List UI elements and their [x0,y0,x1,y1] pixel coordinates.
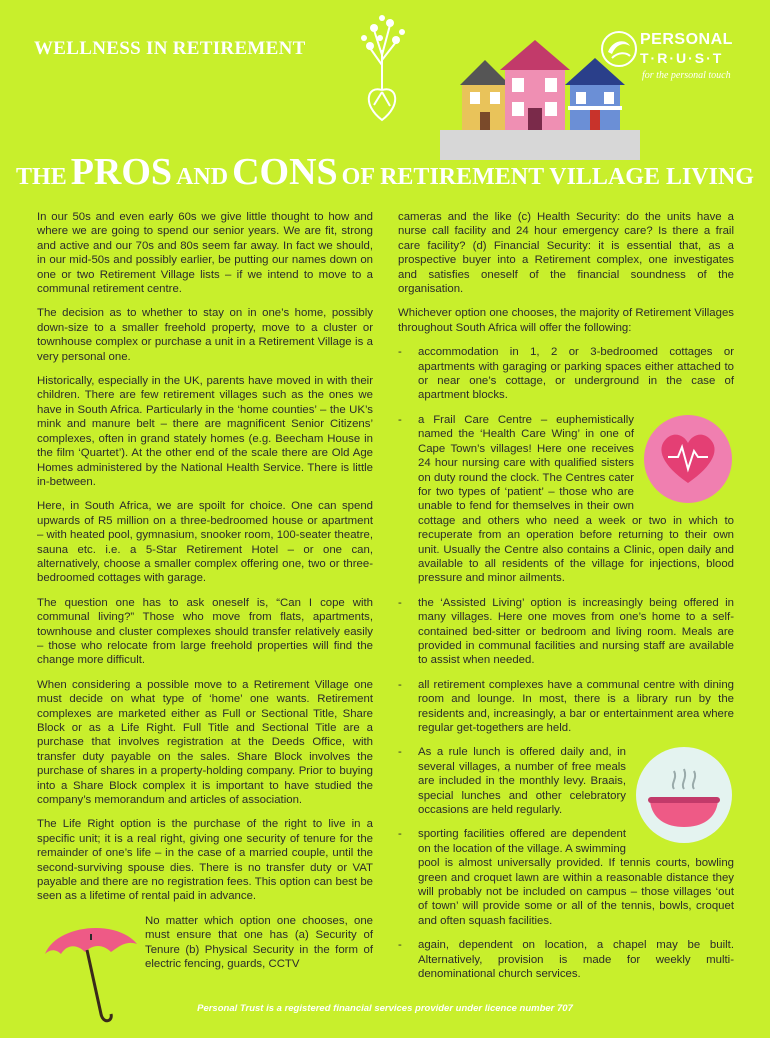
left-paragraph-5: The question one has to ask oneself is, “Can I cope with communal living?” Those who move from flats, apartments, townhouse and cluster complexes should transfer relatively easily – those who relocate from large freehold properties will find the change more difficult. [37,596,373,667]
list-item [398,678,734,736]
list-item [398,938,734,981]
personal-trust-logo [600,28,750,84]
logo-brand-line1: PERSONAL [640,31,733,48]
bullet-marker: - [398,939,402,952]
title-cons: CONS [232,151,338,193]
heart-monitor-icon [642,413,734,505]
left-paragraph-2: The decision as to whether to stay on in one’s home, possibly down-size to a smaller freehold property, move to a cluster or townhouse complex or purchase a unit in a Retirement Village is a very personal one. [37,307,373,363]
right-column [398,210,734,992]
list-item-text: a Frail Care Centre – euphemistically named the ‘Health Care Wing’ in one of Cape Town’s villages! Here one receives 24 hour nursing care with qualified sisters on duty round the clock. The Centres cater for two types of ‘patient’ – those who are unable to fend for themselves in their own cottage and others who need a week or two in which to recuperate from an operation before returning to their own unit. Usually the Centre also contains a Clinic, open daily and available to all residents of the village for injections, blood pressure and minor ailments. [418,413,734,585]
umbrella-icon [37,914,145,1034]
list-item-text: the ‘Assisted Living’ option is increasingly being offered in many villages. Here one moves from one’s home to a self-contained bed-sitter or bedroom and living room. Meals are provided in communal facilities and nursing staff are available to assist when needed. [418,596,734,667]
section-tag: WELLNESS IN RETIREMENT [34,38,306,59]
bullet-marker: - [398,346,402,359]
right-intro-2: Whichever option one chooses, the majority of Retirement Villages throughout South Africa will offer the following: [398,307,734,334]
left-paragraph-4: Here, in South Africa, we are spoilt for choice. One can spend upwards of R5 million on a three-bedroomed house or apartment – with heated pool, gymnasium, snooker room, 100-seater theatre, sauna etc. i.e. a 5-Star Retirement Hotel – or one can, alternatively, choose a smaller complex offering one, two or three-bedroomed cottages with garage. [37,500,373,585]
title-the: THE [16,164,67,190]
left-column [37,210,373,1034]
title-pros: PROS [70,151,173,193]
left-paragraph-8: No matter which option one chooses, one must ensure that one has (a) Security of Tenure (b) Physical Security in the form of electric fencing, guards, CCTV [145,914,373,971]
left-paragraph-3: Historically, especially in the UK, parents have moved in with their children. There are few retirement villages such as the ones we have in South Africa. Particularly in the ‘home counties’ – the UK’s mink and manure belt – there are magnificent Senior Citizens’ complexes, often in grand stately homes (e.g. Beecham House in the film ‘Quartet’). At the other end of the scale there are Old Age Homes administered by the National Health Service. There is little in-between. [37,375,373,488]
left-paragraph-7: The Life Right option is the purchase of the right to live in a specific unit; it is a real right, giving one security of tenure for the remainder of one’s life – in the case of a married couple, until the second-surviving spouse dies. There is no transfer duty or VAT payable and there are no registration fees. This option can best be seen as a lifetime of rental paid in advance. [37,818,373,903]
list-item [398,745,734,817]
bullet-marker: - [398,596,402,609]
page-title [0,150,770,194]
logo-tagline: for the personal touch [642,70,731,81]
tree-heart-icon [352,10,412,130]
list-item-text: accommodation in 1, 2 or 3-bedroomed cottages or apartments with garaging or parking spaces either attached to or near one’s cottage, or underground in the case of apartment blocks. [418,346,734,402]
list-item [398,596,734,668]
list-item [398,413,734,586]
left-paragraph-6: When considering a possible move to a Retirement Village one must decide on what type of ‘home’ one wants. Retirement complexes are marketed either as Full or Sectional Title, Share Block or as a Life Right. Full Title and Sectional Title are a purchase that involves registration at the Deeds Office, with transfer duty payable on the sales. Share Block involves the purchase of shares in a property-holding company. Prior to buying into a Share Block complex it is important to have studied the company’s memorandum and articles of association. [37,678,373,807]
offerings-list [398,345,734,981]
left-paragraph-1: In our 50s and even early 60s we give little thought to how and where we are going to spend our senior years. We are fit, strong and active and our 70s and 80s seem far away. In fact we should, in our mid-50s and possibly earlier, be putting our names down on one or two Retirement Village lists – if we intend to move to a communal retirement centre. [37,211,373,296]
bullet-marker: - [398,678,402,691]
list-item-text: sporting facilities offered are dependent on the location of the village. A swimming pool is almost universally provided. If tennis courts, bowling green and croquet lawn are within a reasonable distance they will probably not be included on campus – those villages ‘out of town’ will provide some or all of the tennis, bowls, croquet and often squash facilities. [418,828,734,927]
bullet-marker: - [398,828,402,841]
right-intro-1: cameras and the like (c) Health Security: do the units have a nurse call facility and 24 hour emergency care? Is there a frail care facility? (d) Financial Security: it is essential that, as a prospective buyer into a Retirement complex, one investigates and satisfies oneself of the financial soundness of the organisation. [398,211,734,296]
list-item-text: As a rule lunch is offered daily and, in several villages, a number of free meals are included in the monthly levy. Braais, special lunches and other celebratory occasions are held regularly. [418,746,626,817]
bullet-marker: - [398,746,402,759]
list-item [398,345,734,403]
list-item [398,827,734,928]
footer-note: Personal Trust is a registered financial services provider under licence number 707 [197,1003,573,1014]
logo-swirl-icon [600,30,638,68]
bullet-marker: - [398,413,402,426]
list-item-text: all retirement complexes have a communal centre with dining room and lounge. In most, there is a library run by the residents and, increasingly, a bar or entertainment area where regular get-togethers are held. [418,678,734,734]
title-rest: OF RETIREMENT VILLAGE LIVING [341,164,754,190]
logo-brand-line2: T·R·U·S·T [640,50,724,66]
list-item-text: again, dependent on location, a chapel may be built. Alternatively, provision is made for weekly multi-denominational church services. [418,939,734,981]
title-and: AND [176,164,229,190]
